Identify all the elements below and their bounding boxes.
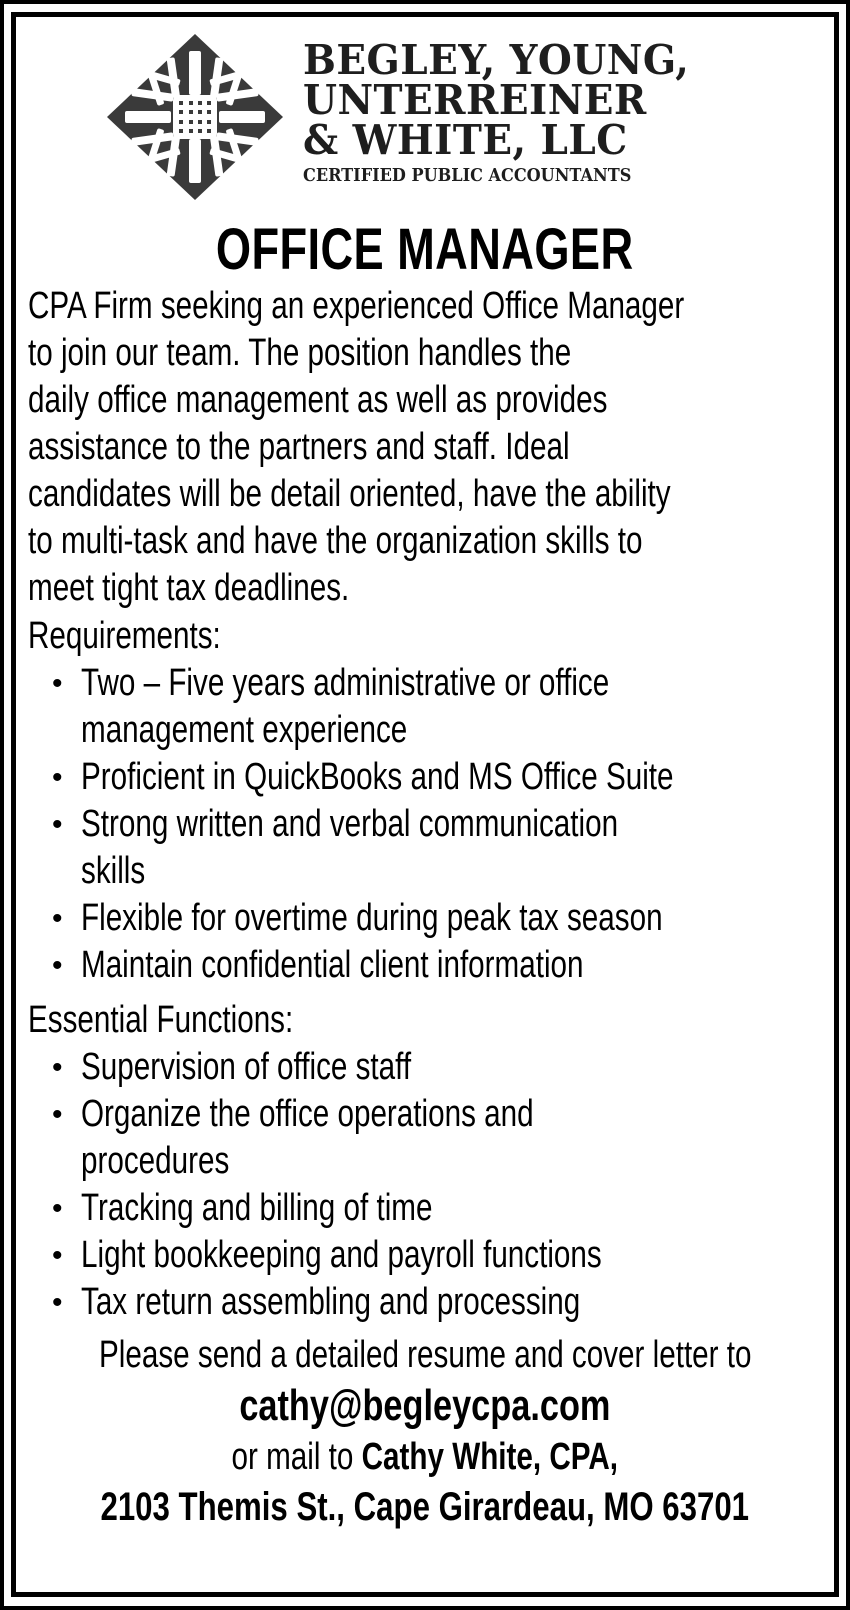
bullet-icon: • [52,1286,63,1319]
contact-instruction: Please send a detailed resume and cover letter to [98,1334,752,1376]
list-item-text: procedures [81,1140,230,1182]
list-item-text: Maintain confidential client information [81,944,584,986]
intro-line: to multi-task and have the organization skills to [28,520,643,562]
list-item-continuation [28,1138,826,1185]
list-item [28,895,826,942]
bullet-icon: • [52,667,63,700]
contact-email-link[interactable]: cathy@begleycpa.com [239,1381,611,1430]
list-item [28,1279,826,1326]
list-item-continuation [28,848,826,895]
list-item-text: Flexible for overtime during peak tax season [81,897,663,939]
list-item [28,1091,826,1138]
essential-functions-heading: Essential Functions: [28,999,294,1041]
list-item-text: management experience [81,709,408,751]
contact-section [0,1330,850,1532]
firm-name-line-3: & WHITE, LLC [303,116,628,164]
intro-line: meet tight tax deadlines. [28,567,350,609]
intro-paragraph [28,283,826,612]
intro-line: daily office management as well as provides [28,379,608,421]
list-item-text: Supervision of office staff [81,1046,412,1088]
list-item-text: Tracking and billing of time [81,1187,433,1229]
firm-name-line-2: UNTERREINER [303,76,647,124]
bullet-icon: • [52,949,63,982]
list-item-text: Light bookkeeping and payroll functions [81,1234,602,1276]
list-item-text: Organize the office operations and [81,1093,534,1135]
bullet-icon: • [52,1051,63,1084]
bullet-icon: • [52,1192,63,1225]
firm-name-block [303,36,710,186]
list-item-text: Proficient in QuickBooks and MS Office Suite [81,756,674,798]
intro-line: assistance to the partners and staff. Ideal [28,426,570,468]
bullet-icon: • [52,1098,63,1131]
firm-subtitle: CERTIFIED PUBLIC ACCOUNTANTS [303,166,632,186]
essential-functions-section [28,997,826,1326]
bullet-icon: • [52,902,63,935]
diamond-starburst-logo-icon [105,32,285,202]
mail-prefix: or mail to [231,1436,362,1478]
bullet-icon: • [52,808,63,841]
job-title-text: OFFICE MANAGER [216,217,634,282]
list-item-continuation [28,707,826,754]
list-item [28,942,826,989]
mail-recipient-name: Cathy White, CPA, [361,1436,619,1478]
intro-line: candidates will be detail oriented, have the ability [28,473,671,515]
list-item-text: skills [81,850,146,892]
mailing-address: 2103 Themis St., Cape Girardeau, MO 63701 [100,1485,750,1529]
list-item [28,660,826,707]
list-item [28,1044,826,1091]
list-item [28,1185,826,1232]
list-item-text: Two – Five years administrative or office [81,662,610,704]
list-item-text: Tax return assembling and processing [81,1281,581,1323]
intro-line: CPA Firm seeking an experienced Office Manager [28,285,685,327]
intro-line: to join our team. The position handles the [28,332,572,374]
requirements-heading: Requirements: [28,615,221,657]
bullet-icon: • [52,1239,63,1272]
firm-name-line-1: BEGLEY, YOUNG, [303,36,690,84]
job-title [0,218,850,282]
list-item [28,754,826,801]
list-item [28,801,826,848]
list-item-text: Strong written and verbal communication [81,803,619,845]
requirements-section [28,613,826,989]
list-item [28,1232,826,1279]
bullet-icon: • [52,761,63,794]
